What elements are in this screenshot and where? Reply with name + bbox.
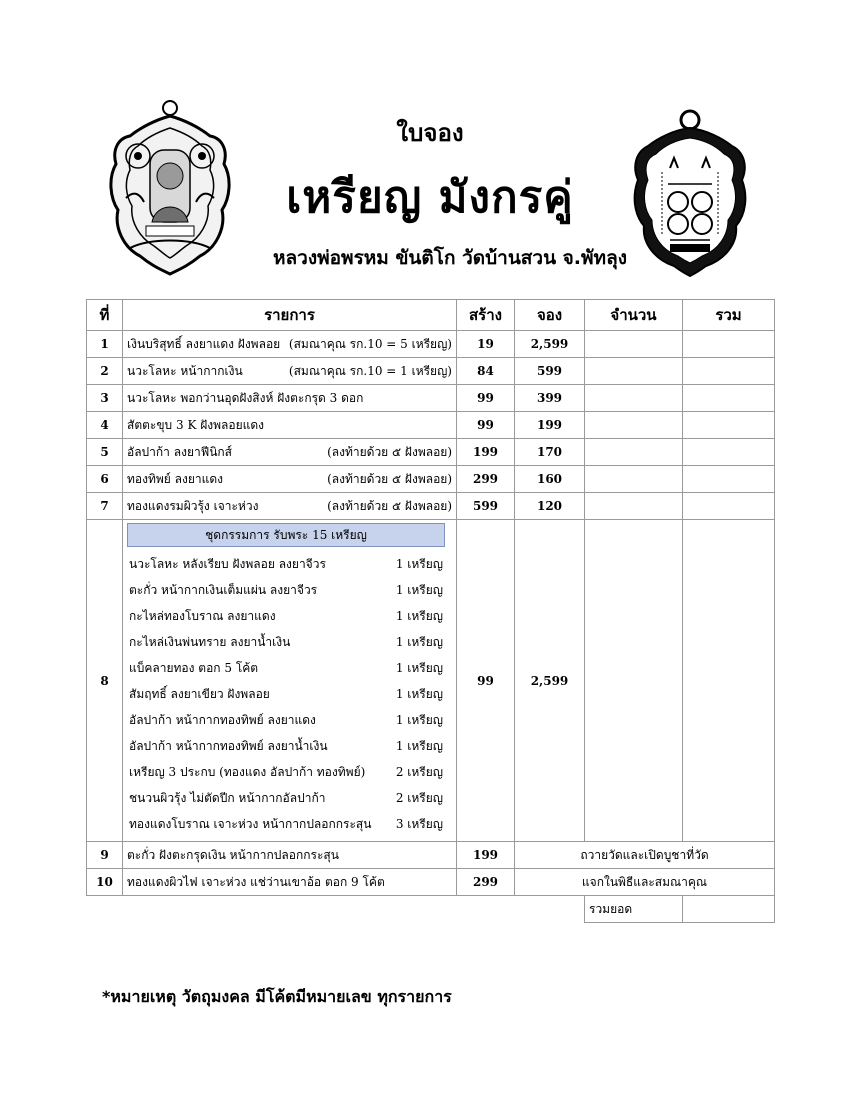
set-row [87,520,775,842]
table-row [87,466,775,493]
row-quantity-cell[interactable] [585,466,683,493]
footnote: *หมายเหตุ วัตถุมงคล มีโค้ตมีหมายเลข ทุกรายการ [102,987,452,1006]
row-price: 120 [515,493,585,520]
row-made: 299 [457,466,515,493]
row-quantity-cell[interactable] [585,358,683,385]
row-total-cell[interactable] [683,520,775,842]
grand-total-row [87,896,775,923]
row-item-note: (ลงท้ายด้วย ๕ ฝังพลอย) [327,471,452,486]
row-no: 9 [87,842,123,869]
row-item-note: (ลงท้ายด้วย ๕ ฝังพลอย) [327,498,452,513]
set-item-qty: 1 เหรียญ [395,713,443,727]
set-item-name: ทองแดงโบราณ เจาะห่วง หน้ากากปลอกกระสุน [129,817,372,831]
set-heading: ชุดกรรมการ รับพระ 15 เหรียญ [127,523,445,547]
list-item [127,811,445,837]
row-total-cell[interactable] [683,412,775,439]
table-row [87,439,775,466]
list-item [127,577,445,603]
row-no: 5 [87,439,123,466]
row-item-name: นวะโลหะ พอกว่านอุดฝังสิงห์ ฝังตะกรุด 3 ดอก [127,390,364,405]
row-item [123,412,457,439]
set-items-cell [123,520,457,842]
row-price: 170 [515,439,585,466]
list-item [127,733,445,759]
row-no: 7 [87,493,123,520]
grand-total-cell[interactable] [683,896,775,923]
col-header-price: จอง [515,300,585,331]
row-price: 199 [515,412,585,439]
set-item-name: อัลปาก้า หน้ากากทองทิพย์ ลงยาแดง [129,713,316,727]
set-item-name: เหรียญ 3 ประกบ (ทองแดง อัลปาก้า ทองทิพย์) [129,765,366,779]
row-quantity-cell[interactable] [585,520,683,842]
set-item-qty: 1 เหรียญ [395,609,443,623]
row-total-cell[interactable] [683,358,775,385]
row-item [123,466,457,493]
table-row [87,412,775,439]
row-item-note: (ลงท้ายด้วย ๕ ฝังพลอย) [327,444,452,459]
set-item-qty: 1 เหรียญ [395,583,443,597]
row-no: 2 [87,358,123,385]
row-no: 4 [87,412,123,439]
row-total-cell[interactable] [683,493,775,520]
list-item [127,629,445,655]
list-item [127,655,445,681]
set-item-name: นวะโลหะ หลังเรียบ ฝังพลอย ลงยาจีวร [129,557,326,571]
set-item-qty: 2 เหรียญ [395,765,443,779]
row-item-name: อัลปาก้า ลงยาฟีนิกส์ [127,444,233,459]
row-item-name: ทองแดงรมผิวรุ้ง เจาะห่วง [127,498,259,513]
row-price: 599 [515,358,585,385]
set-item-name: กะไหล่เงินพ่นทราย ลงยาน้ำเงิน [129,635,291,649]
table-row [87,331,775,358]
row-item-name: เงินบริสุทธิ์ ลงยาแดง ฝังพลอย [127,336,281,351]
row-item-name: ทองทิพย์ ลงยาแดง [127,471,224,486]
row-made: 99 [457,412,515,439]
set-item-qty: 1 เหรียญ [395,635,443,649]
row-item [123,331,457,358]
row-made: 99 [457,520,515,842]
col-header-item: รายการ [123,300,457,331]
col-header-total: รวม [683,300,775,331]
row-quantity-cell[interactable] [585,412,683,439]
set-item-qty: 1 เหรียญ [395,739,443,753]
row-made: 19 [457,331,515,358]
set-item-name: แบ็คลายทอง ตอก 5 โค้ต [129,661,259,675]
row-no: 1 [87,331,123,358]
row-quantity-cell[interactable] [585,493,683,520]
col-header-no: ที่ [87,300,123,331]
col-header-quantity: จำนวน [585,300,683,331]
order-table [86,299,775,923]
row-quantity-cell[interactable] [585,331,683,358]
set-item-name: ตะกั่ว หน้ากากเงินเต็มแผ่น ลงยาจีวร [129,583,318,597]
row-price: 160 [515,466,585,493]
row-no: 10 [87,869,123,896]
coin-name-title: เหรียญ มังกรคู่ [286,172,574,223]
list-item [127,681,445,707]
list-item [127,603,445,629]
row-made: 599 [457,493,515,520]
row-remark: แจกในพิธีและสมณาคุณ [515,869,775,896]
col-header-made: สร้าง [457,300,515,331]
row-item [123,358,457,385]
list-item [127,707,445,733]
row-price: 399 [515,385,585,412]
row-made: 84 [457,358,515,385]
set-item-qty: 1 เหรียญ [395,557,443,571]
row-item: ทองแดงผิวไฟ เจาะห่วง แช่ว่านเขาอ้อ ตอก 9 โค้ต [123,869,457,896]
row-no: 8 [87,520,123,842]
row-no: 3 [87,385,123,412]
row-made: 199 [457,842,515,869]
set-item-name: อัลปาก้า หน้ากากทองทิพย์ ลงยาน้ำเงิน [129,739,328,753]
set-item-name: สัมฤทธิ์ ลงยาเขียว ฝังพลอย [129,687,270,701]
form-title: ใบจอง [396,119,464,147]
row-price: 2,599 [515,520,585,842]
row-quantity-cell[interactable] [585,385,683,412]
row-item: ตะกั่ว ฝังตะกรุดเงิน หน้ากากปลอกกระสุน [123,842,457,869]
table-row [87,842,775,869]
set-item-name: กะไหล่ทองโบราณ ลงยาแดง [129,609,276,623]
row-made: 99 [457,385,515,412]
list-item [127,759,445,785]
row-made: 299 [457,869,515,896]
set-item-qty: 2 เหรียญ [395,791,443,805]
list-item [127,551,445,577]
row-total-cell[interactable] [683,466,775,493]
row-item [123,439,457,466]
row-made: 199 [457,439,515,466]
row-total-cell[interactable] [683,385,775,412]
table-row [87,358,775,385]
set-item-name: ชนวนผิวรุ้ง ไม่ตัดปีก หน้ากากอัลปาก้า [129,791,326,805]
row-quantity-cell[interactable] [585,439,683,466]
temple-subtitle: หลวงพ่อพรหม ขันติโก วัดบ้านสวน จ.พัทลุง [273,247,627,269]
set-item-qty: 1 เหรียญ [395,687,443,701]
row-no: 6 [87,466,123,493]
row-item [123,385,457,412]
set-item-qty: 1 เหรียญ [395,661,443,675]
grand-total-label: รวมยอด [585,896,683,923]
row-total-cell[interactable] [683,331,775,358]
set-item-qty: 3 เหรียญ [395,817,443,831]
table-row [87,493,775,520]
row-item-note: (สมณาคุณ รก.10 = 1 เหรียญ) [288,363,452,378]
row-price: 2,599 [515,331,585,358]
row-item-name: สัตตะขุบ 3 K ฝังพลอยแดง [127,417,264,432]
row-item [123,493,457,520]
set-list [127,523,445,837]
table-row [87,385,775,412]
list-item [127,785,445,811]
row-remark: ถวายวัดและเปิดบูชาที่วัด [515,842,775,869]
table-row [87,869,775,896]
table-header-row [87,300,775,331]
row-item-note: (สมณาคุณ รก.10 = 5 เหรียญ) [288,336,452,351]
row-total-cell[interactable] [683,439,775,466]
row-item-name: นวะโลหะ หน้ากากเงิน [127,363,243,378]
